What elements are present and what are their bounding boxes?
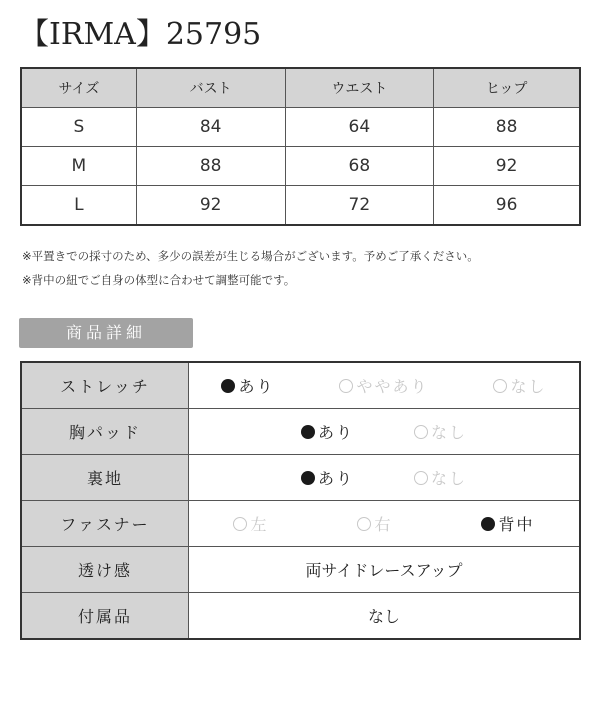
detail-key: 裏地 xyxy=(21,455,189,501)
size-table xyxy=(20,67,581,226)
bust-cell: 92 xyxy=(136,186,285,226)
option-label: あり xyxy=(317,469,354,488)
header-size: サイズ xyxy=(21,68,136,108)
detail-value: 両サイドレースアップ xyxy=(189,547,581,593)
detail-value xyxy=(189,409,581,455)
detail-key: ファスナー xyxy=(21,501,189,547)
filled-circle-icon xyxy=(301,425,315,439)
table-row xyxy=(21,147,580,186)
filled-circle-icon xyxy=(301,471,315,485)
empty-circle-icon xyxy=(233,517,247,531)
note-line: ※平置きでの採寸のため、多少の誤差が生じる場合がございます。予めご了承ください。 xyxy=(22,249,479,263)
bust-cell: 88 xyxy=(136,147,285,186)
section-label-product-details: 商品詳細 xyxy=(19,318,193,348)
size-cell: S xyxy=(21,108,136,147)
detail-row-accessories xyxy=(21,593,580,640)
option-label: 右 xyxy=(374,515,393,534)
detail-value xyxy=(189,362,581,409)
bust-cell: 84 xyxy=(136,108,285,147)
empty-circle-icon xyxy=(357,517,371,531)
option-label: ややあり xyxy=(356,377,429,396)
option-unselected xyxy=(493,374,546,397)
option-label: あり xyxy=(317,423,354,442)
option-selected xyxy=(301,420,354,443)
option-label: 左 xyxy=(250,515,269,534)
product-details-table xyxy=(20,361,581,640)
detail-row-fastener xyxy=(21,501,580,547)
header-hip: ヒップ xyxy=(434,68,580,108)
size-cell: M xyxy=(21,147,136,186)
detail-value: なし xyxy=(189,593,581,640)
detail-row-stretch xyxy=(21,362,580,409)
option-label: なし xyxy=(431,423,468,442)
detail-key: 透け感 xyxy=(21,547,189,593)
detail-key: 付属品 xyxy=(21,593,189,640)
empty-circle-icon xyxy=(339,379,353,393)
filled-circle-icon xyxy=(481,517,495,531)
header-waist: ウエスト xyxy=(285,68,434,108)
table-row xyxy=(21,108,580,147)
waist-cell: 72 xyxy=(285,186,434,226)
empty-circle-icon xyxy=(414,425,428,439)
header-bust: バスト xyxy=(136,68,285,108)
detail-row-sheer xyxy=(21,547,580,593)
option-selected xyxy=(301,466,354,489)
detail-row-lining xyxy=(21,455,580,501)
option-unselected xyxy=(414,466,467,489)
option-label: なし xyxy=(431,469,468,488)
measurement-notes xyxy=(22,244,479,292)
waist-cell: 68 xyxy=(285,147,434,186)
waist-cell: 64 xyxy=(285,108,434,147)
option-label: なし xyxy=(510,377,547,396)
size-cell: L xyxy=(21,186,136,226)
detail-value xyxy=(189,455,581,501)
hip-cell: 88 xyxy=(434,108,580,147)
filled-circle-icon xyxy=(221,379,235,393)
detail-key: 胸パッド xyxy=(21,409,189,455)
option-unselected xyxy=(233,512,268,535)
empty-circle-icon xyxy=(414,471,428,485)
product-title: 【IRMA】25795 xyxy=(19,17,262,52)
option-unselected xyxy=(357,512,392,535)
option-label: 背中 xyxy=(498,515,535,534)
option-label: あり xyxy=(238,377,275,396)
detail-row-pad xyxy=(21,409,580,455)
hip-cell: 92 xyxy=(434,147,580,186)
empty-circle-icon xyxy=(493,379,507,393)
detail-key: ストレッチ xyxy=(21,362,189,409)
option-unselected xyxy=(414,420,467,443)
option-selected xyxy=(221,374,274,397)
option-unselected xyxy=(339,374,428,397)
table-row xyxy=(21,186,580,226)
option-selected xyxy=(481,512,534,535)
hip-cell: 96 xyxy=(434,186,580,226)
detail-value xyxy=(189,501,581,547)
size-table-header-row xyxy=(21,68,580,108)
note-line: ※背中の紐でご自身の体型に合わせて調整可能です。 xyxy=(22,273,296,287)
